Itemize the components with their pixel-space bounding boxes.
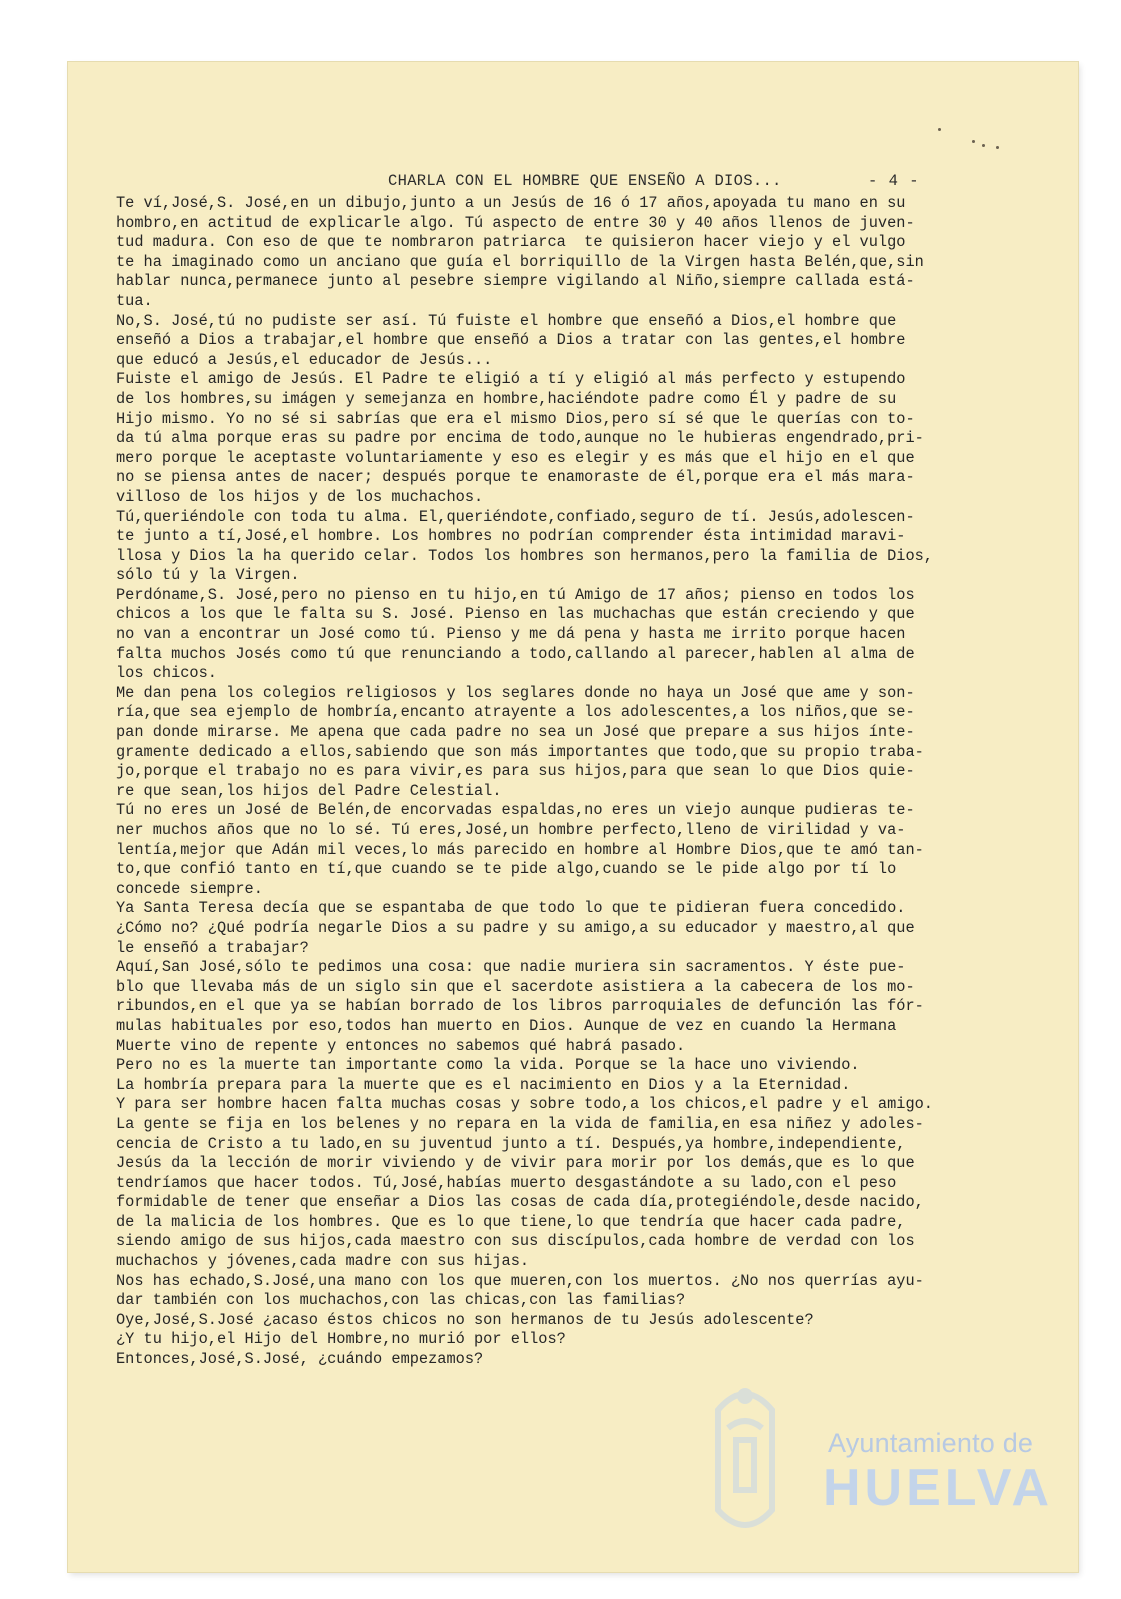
text-line: le enseñó a trabajar? — [116, 938, 309, 957]
text-line: siendo amigo de sus hijos,cada maestro con sus discípulos,cada hombre de verdad con los — [116, 1232, 915, 1251]
page-number: - 4 - — [868, 172, 920, 190]
text-line: cencia de Cristo a tu lado,en su juventud junto a tí. Después,ya hombre,independiente, — [116, 1134, 906, 1153]
text-line: enseñó a Dios a trabajar,el hombre que enseñó a Dios a tratar con las gentes,el hombre — [116, 331, 906, 350]
text-line: concede siempre. — [116, 879, 263, 898]
text-line: jo,porque el trabajo no es para vivir,es para sus hijos,para que sean lo que Dios quie- — [116, 762, 915, 781]
text-line: mulas habituales por eso,todos han muerto en Dios. Aunque de vez en cuando la Hermana — [116, 1016, 897, 1035]
text-line: no se piensa antes de nacer; después porque te enamoraste de él,porque era el más mara- — [116, 468, 915, 487]
text-line: formidable de tener que enseñar a Dios las cosas de cada día,protegiéndole,desde nacido, — [116, 1193, 924, 1212]
text-line: te ha imaginado como un anciano que guía el borriquillo de la Virgen hasta Belén,que,sin — [116, 252, 924, 271]
text-line: tendríamos que hacer todos. Tú,José,habías muerto desgastándote a su lado,con el peso — [116, 1173, 897, 1192]
text-line: Oye,José,S.José ¿acaso éstos chicos no son hermanos de tu Jesús adolescente? — [116, 1310, 814, 1329]
text-line: los chicos. — [116, 664, 217, 683]
text-line: hombro,en actitud de explicarle algo. Tú aspecto de entre 30 y 40 años llenos de juven- — [116, 213, 915, 232]
document-page — [68, 62, 1078, 1572]
text-line: Entonces,José,S.José, ¿cuándo empezamos? — [116, 1350, 484, 1369]
text-line: mero porque le aceptaste voluntariamente y eso es elegir y es más que el hijo en el que — [116, 448, 915, 467]
text-line: Muerte vino de repente y entonces no sabemos qué habrá pasado. — [116, 1036, 686, 1055]
text-line: lentía,mejor que Adán mil veces,lo más parecido en hombre al Hombre Dios,que te amó tan- — [116, 840, 924, 859]
text-line: llosa y Dios la ha querido celar. Todos los hombres son hermanos,pero la familia de Dios, — [116, 546, 933, 565]
text-line: Jesús da la lección de morir viviendo y de vivir para morir por los demás,que es lo que — [116, 1154, 915, 1173]
text-line: dar también con los muchachos,con las chicas,con las familias? — [116, 1291, 686, 1310]
text-line: te junto a tí,José,el hombre. Los hombres no podrían comprender ésta intimidad maravi- — [116, 527, 906, 546]
text-line: Perdóname,S. José,pero no pienso en tu hijo,en tú Amigo de 17 años; pienso en todos los — [116, 585, 915, 604]
text-line: to,que confió tanto en tí,que cuando se te pide algo,cuando se le pide algo por tí lo — [116, 860, 897, 879]
text-line: Tú,queriéndole con toda tu alma. El,queriéndote,confiado,seguro de tí. Jesús,adolescen- — [116, 507, 915, 526]
text-line: Ya Santa Teresa decía que se espantaba de que todo lo que te pidieran fuera concedido. — [116, 899, 906, 918]
text-line: chicos a los que le falta su S. José. Pienso en las muchachas que están creciendo y que — [116, 605, 915, 624]
page-header — [68, 172, 1078, 196]
text-line: ¿Y tu hijo,el Hijo del Hombre,no murió por ellos? — [116, 1330, 566, 1349]
text-line: falta muchos Josés como tú que renunciando a todo,callando al parecer,hablen al alma de — [116, 644, 915, 663]
document-body — [116, 194, 986, 1370]
text-line: sólo tú y la Virgen. — [116, 566, 300, 585]
text-line: ría,que sea ejemplo de hombría,encanto atrayente a los adolescentes,a los niños,que se- — [116, 703, 915, 722]
watermark-line1: Ayuntamiento de — [828, 1428, 1034, 1458]
text-line: Nos has echado,S.José,una mano con los que mueren,con los muertos. ¿No nos querrías ayu- — [116, 1271, 924, 1290]
text-line: de la malicia de los hombres. Que es lo que tiene,lo que tendría que hacer cada padre, — [116, 1212, 906, 1231]
text-line: La hombría prepara para la muerte que es el nacimiento en Dios y a la Eternidad. — [116, 1075, 851, 1094]
text-line: de los hombres,su imágen y semejanza en hombre,haciéndote padre como Él y padre de su — [116, 389, 897, 408]
text-line: no van a encontrar un José como tú. Pienso y me dá pena y hasta me irrito porque hacen — [116, 625, 906, 644]
text-line: Aquí,San José,sólo te pedimos una cosa: que nadie muriera sin sacramentos. Y éste pue- — [116, 958, 906, 977]
text-line: Y para ser hombre hacen falta muchas cosas y sobre todo,a los chicos,el padre y el amigo. — [116, 1095, 933, 1114]
text-line: La gente se fija en los belenes y no repara en la vida de familia,en esa niñez y adoles- — [116, 1114, 924, 1133]
text-line: ner muchos años que no lo sé. Tú eres,José,un hombre perfecto,lleno de virilidad y va- — [116, 821, 906, 839]
text-line: Me dan pena los colegios religiosos y los seglares donde no haya un José que ame y son- — [116, 683, 915, 702]
text-line: Pero no es la muerte tan importante como la vida. Porque se la hace uno viviendo. — [116, 1056, 860, 1075]
text-line: muchachos y jóvenes,cada madre con sus hijas. — [116, 1252, 530, 1271]
text-line: da tú alma porque eras su padre por encima de todo,aunque no le hubieras engendrado,pri- — [116, 429, 924, 448]
text-line: re que sean,los hijos del Padre Celestial. — [116, 781, 502, 800]
text-line: hablar nunca,permanece junto al pesebre siempre vigilando al Niño,siempre callada está- — [116, 272, 915, 291]
text-line: Hijo mismo. Yo no sé si sabrías que era el mismo Dios,pero sí sé que le querías con to- — [116, 409, 915, 428]
stain-marks — [938, 124, 1008, 154]
text-line: Tú no eres un José de Belén,de encorvadas espaldas,no eres un viejo aunque pudieras te- — [116, 801, 915, 820]
text-line: ¿Cómo no? ¿Qué podría negarle Dios a su padre y su amigo,a su educador y maestro,al que — [116, 918, 915, 937]
text-line: que educó a Jesús,el educador de Jesús... — [116, 350, 493, 369]
text-line: tud madura. Con eso de que te nombraron patriarca te quisieron hacer viejo y el vulgo — [116, 233, 906, 252]
text-line: No,S. José,tú no pudiste ser así. Tú fuiste el hombre que enseñó a Dios,el hombre que — [116, 311, 897, 330]
text-line: villoso de los hijos y de los muchachos. — [116, 487, 484, 506]
text-line: blo que llevaba más de un siglo sin que el sacerdote asistiera a la cabecera de los mo- — [116, 977, 915, 996]
text-line: gramente dedicado a ellos,sabiendo que son más importantes que todo,que su propio traba- — [116, 742, 924, 761]
text-line: Te ví,José,S. José,en un dibujo,junto a un Jesús de 16 ó 17 años,apoyada tu mano en su — [116, 194, 906, 212]
text-line: tua. — [116, 291, 153, 310]
text-line: Fuiste el amigo de Jesús. El Padre te eligió a tí y eligió al más perfecto y estupendo — [116, 370, 906, 389]
text-line: pan donde mirarse. Me apena que cada padre no sea un José que prepare a sus hijos ínte- — [116, 723, 915, 742]
document-title: CHARLA CON EL HOMBRE QUE ENSEÑO A DIOS... — [388, 172, 782, 190]
watermark-line2: HUELVA — [823, 1459, 1054, 1517]
text-line: ribundos,en el que ya se habían borrado de los libros parroquiales de defunción las fór- — [116, 997, 924, 1016]
